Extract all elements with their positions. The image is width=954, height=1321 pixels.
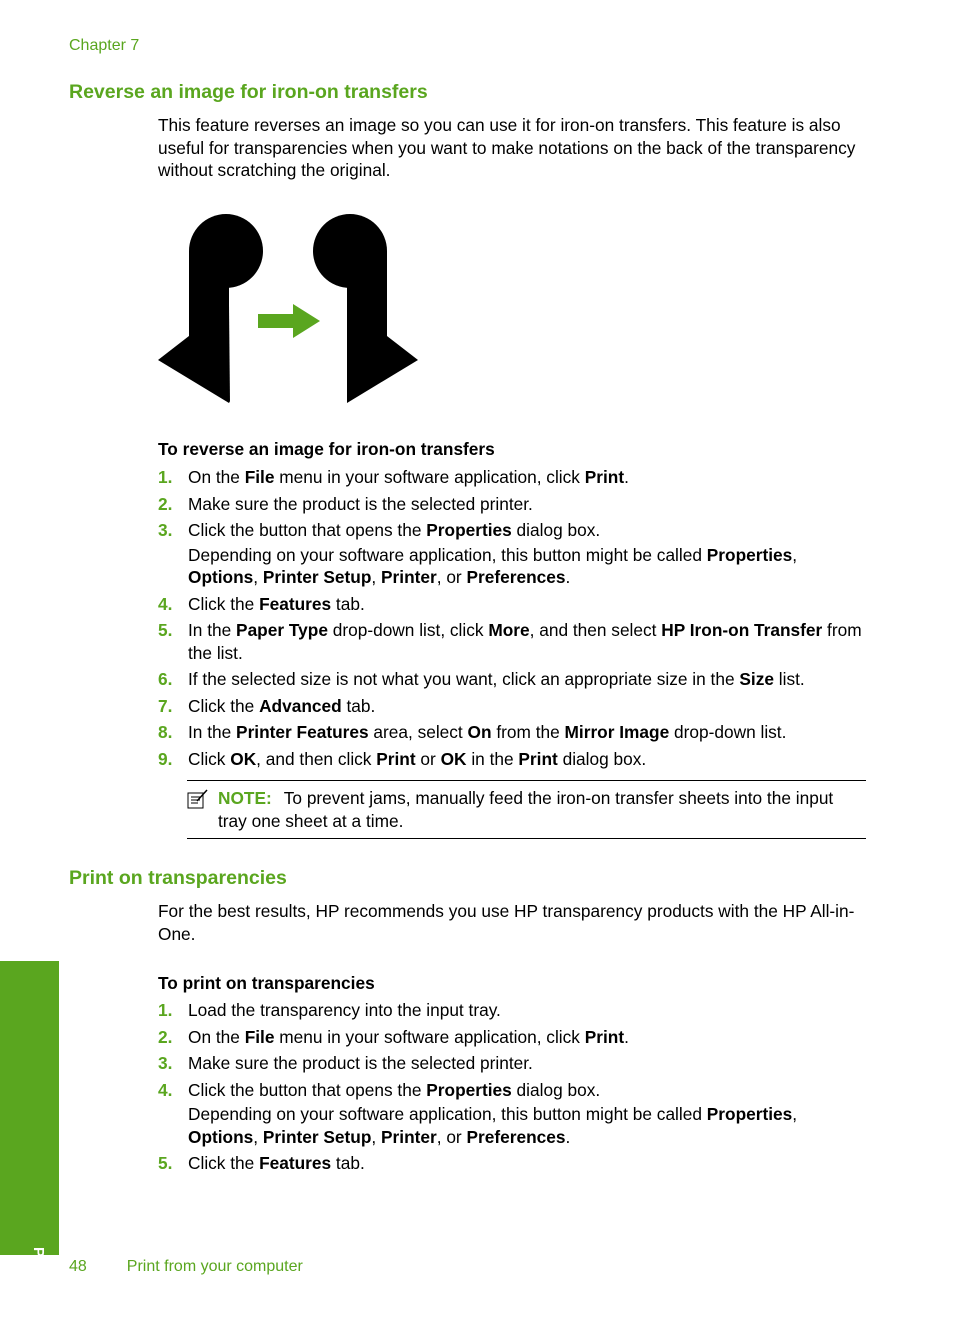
ui-term: More	[488, 620, 530, 640]
step-number: 3.	[158, 520, 173, 540]
ui-term: Print	[376, 748, 416, 769]
ui-term: Advanced	[259, 695, 342, 716]
transparencies-intro: For the best results, HP recommends you use HP transparency products with the HP All-in-One.	[158, 901, 855, 944]
ui-term: Features	[259, 593, 332, 614]
ui-term: File	[244, 1026, 275, 1047]
step-number: 2.	[158, 493, 173, 514]
step-text: Click the Advanced tab.	[188, 695, 376, 716]
step-text: On the File menu in your software application, click Print.	[188, 467, 629, 487]
section-heading-reverse: Reverse an image for iron-on transfers	[69, 81, 428, 103]
note-label: NOTE:	[218, 788, 272, 808]
list-item	[158, 593, 870, 616]
reverse-steps-list	[158, 466, 870, 774]
step-text: In the Printer Features area, select On from the Mirror Image drop-down list.	[188, 722, 787, 742]
step-number: 2.	[158, 1026, 173, 1047]
page-footer	[69, 1258, 343, 1276]
side-tab-label: Print	[30, 1247, 47, 1282]
step-text: Click OK, and then click Print or OK in the Print dialog box.	[188, 748, 647, 769]
ui-term: HP Iron-on Transfer	[661, 620, 823, 640]
step-number: 8.	[158, 722, 173, 742]
chapter-label: Chapter 7	[69, 37, 140, 54]
ui-term: Mirror Image	[564, 722, 670, 742]
ui-term: Print	[584, 1026, 625, 1047]
ui-term: Options	[188, 567, 254, 587]
list-item	[158, 466, 870, 489]
footer-section-title: Print from your computer	[126, 1258, 303, 1275]
ui-term: OK	[440, 748, 467, 769]
ui-term: Printer	[381, 567, 437, 587]
ui-term: Size	[739, 669, 774, 689]
ui-term: Preferences	[466, 1126, 566, 1147]
list-item	[158, 999, 870, 1022]
transparencies-procedure-title: To print on transparencies	[158, 973, 375, 993]
list-item	[158, 1079, 870, 1149]
list-item	[158, 1152, 870, 1175]
note-text: To prevent jams, manually feed the iron-on transfer sheets into the input tray one sheet at a time.	[218, 788, 834, 831]
ui-term: Properties	[426, 1079, 512, 1100]
step-number: 5.	[158, 620, 173, 640]
reverse-procedure-title: To reverse an image for iron-on transfers	[158, 439, 495, 459]
ui-term: Features	[259, 1153, 332, 1173]
note-pencil-icon	[187, 789, 209, 809]
list-item	[158, 721, 870, 744]
step-text: Click the button that opens the Properties dialog box.	[188, 1079, 601, 1100]
step-number: 4.	[158, 593, 173, 614]
step-number: 3.	[158, 1053, 173, 1073]
ui-term: On	[467, 722, 492, 742]
step-text: Click the button that opens the Properties dialog box.	[188, 520, 601, 540]
reverse-image-illustration	[155, 210, 425, 410]
section-heading-transparencies: Print on transparencies	[69, 867, 287, 889]
step-text: On the File menu in your software application, click Print.	[188, 1026, 629, 1047]
step-number: 6.	[158, 669, 173, 689]
step-number: 4.	[158, 1079, 173, 1100]
list-item	[158, 668, 870, 691]
side-chapter-tab	[0, 961, 59, 1282]
step-text: If the selected size is not what you want, click an appropriate size in the Size list.	[188, 669, 805, 689]
list-item	[158, 619, 870, 664]
note-box	[187, 780, 866, 839]
step-text: Make sure the product is the selected printer.	[188, 1053, 533, 1073]
step-text: In the Paper Type drop-down list, click More, and then select HP Iron-on Transfer from the list.	[188, 620, 862, 663]
ui-term: File	[244, 467, 275, 487]
ui-term: Properties	[706, 1104, 793, 1124]
reverse-intro: This feature reverses an image so you can use it for iron-on transfers. This feature is also useful for transparencies when you want to make notations on the back of the transparency without scratching the original.	[158, 115, 856, 180]
step-number: 5.	[158, 1153, 173, 1173]
ui-term: Properties	[706, 544, 793, 565]
step-subtext: Depending on your software application, this button might be called Properties, Options, Printer Setup, Printer, or Preferences.	[188, 1104, 798, 1147]
ui-term: Preferences	[466, 567, 566, 587]
ui-term: Printer Setup	[262, 567, 372, 587]
page-number: 48	[69, 1258, 87, 1275]
step-number: 1.	[158, 467, 173, 487]
step-number: 1.	[158, 1000, 173, 1020]
ui-term: Print	[518, 748, 558, 769]
list-item	[158, 519, 870, 589]
ui-term: OK	[230, 748, 257, 769]
step-text: Click the Features tab.	[188, 593, 365, 614]
list-item	[158, 493, 870, 516]
list-item	[158, 1026, 870, 1049]
list-item	[158, 748, 870, 771]
reversed-shape	[313, 214, 418, 403]
step-subtext: Depending on your software application, this button might be called Properties, Options, Printer Setup, Printer, or Preferences.	[188, 544, 798, 587]
step-text: Click the Features tab.	[188, 1153, 365, 1173]
ui-term: Print	[584, 467, 625, 487]
step-text: Load the transparency into the input tray.	[188, 1000, 501, 1020]
ui-term: Printer Features	[236, 722, 369, 742]
step-text: Make sure the product is the selected printer.	[188, 493, 533, 514]
list-item	[158, 695, 870, 718]
ui-term: Options	[188, 1126, 254, 1147]
list-item	[158, 1052, 870, 1075]
ui-term: Printer Setup	[262, 1126, 372, 1147]
ui-term: Paper Type	[236, 620, 328, 640]
reverse-arrow-icon	[258, 304, 320, 338]
transparencies-steps-list	[158, 999, 870, 1179]
ui-term: Printer	[381, 1126, 437, 1147]
step-number: 9.	[158, 748, 173, 769]
ui-term: Properties	[426, 520, 512, 540]
original-shape	[158, 214, 263, 403]
step-number: 7.	[158, 695, 173, 716]
